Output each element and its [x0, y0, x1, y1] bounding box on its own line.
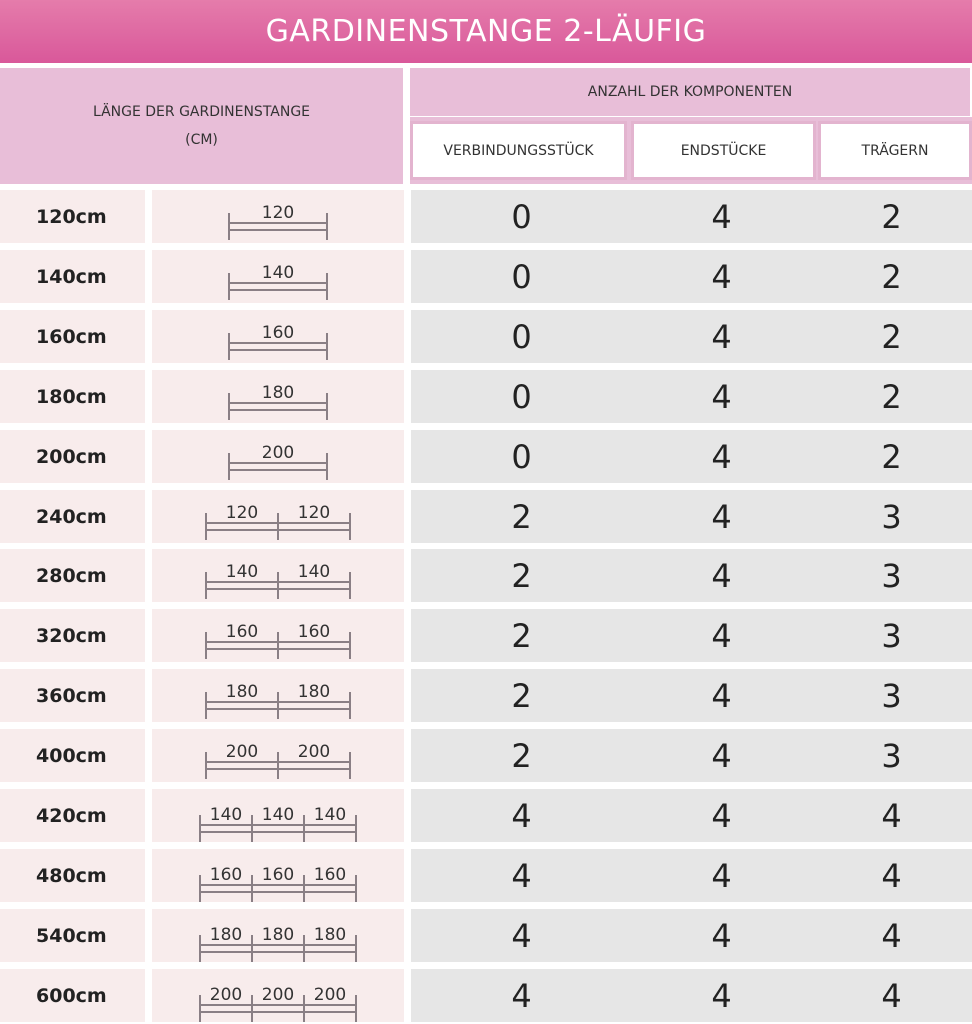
segment-length-label: 200	[297, 742, 331, 762]
row-length-label: 240cm	[0, 490, 145, 543]
rod-diagram	[152, 609, 404, 662]
row-length-label: 160cm	[0, 310, 145, 363]
row-length-label: 320cm	[0, 609, 145, 662]
segment-length-label: 140	[261, 263, 295, 283]
rod-diagram-svg	[152, 490, 404, 543]
rod-diagram-svg	[152, 549, 404, 602]
brackets-count: 3	[881, 616, 902, 655]
length-column-header	[0, 68, 403, 184]
connector-count: 2	[511, 556, 532, 595]
rod-diagram-svg	[152, 669, 404, 722]
endpieces-count: 4	[711, 257, 732, 296]
connector-count: 4	[511, 916, 532, 955]
endpieces-count: 4	[711, 616, 732, 655]
endpieces-count: 4	[711, 556, 732, 595]
table-row	[411, 969, 972, 1022]
segment-length-label: 140	[313, 805, 347, 825]
connector-count: 4	[511, 976, 532, 1015]
rod-diagram	[152, 969, 404, 1022]
row-length-label: 120cm	[0, 190, 145, 243]
row-length-label: 140cm	[0, 250, 145, 303]
rod-diagram	[152, 729, 404, 782]
endpieces-header-cell	[627, 117, 816, 184]
row-length-label: 600cm	[0, 969, 145, 1022]
table-row	[411, 490, 972, 543]
rod-diagram	[152, 190, 404, 243]
table-row	[411, 729, 972, 782]
rod-diagram-svg	[152, 370, 404, 423]
segment-length-label: 160	[261, 323, 295, 343]
row-length-label: 280cm	[0, 549, 145, 602]
segment-length-label: 140	[209, 805, 243, 825]
table-row	[411, 370, 972, 423]
brackets-count: 3	[881, 556, 902, 595]
page-title: GARDINENSTANGE 2-LÄUFIG	[0, 0, 972, 63]
rod-diagram	[152, 669, 404, 722]
table-row	[411, 190, 972, 243]
row-length-label: 200cm	[0, 430, 145, 483]
brackets-count: 4	[881, 976, 902, 1015]
segment-length-label: 180	[297, 682, 331, 702]
row-length-label: 360cm	[0, 669, 145, 722]
connector-count: 2	[511, 676, 532, 715]
table-row	[411, 250, 972, 303]
length-header-line2: (CM)	[185, 132, 218, 148]
rod-diagram	[152, 789, 404, 842]
endpieces-count: 4	[711, 497, 732, 536]
endpieces-count: 4	[711, 796, 732, 835]
segment-length-label: 200	[209, 985, 243, 1005]
connector-count: 2	[511, 616, 532, 655]
connector-count: 4	[511, 856, 532, 895]
segment-length-label: 200	[313, 985, 347, 1005]
segment-length-label: 160	[297, 622, 331, 642]
endpieces-count: 4	[711, 676, 732, 715]
table-row	[411, 849, 972, 902]
rod-diagram	[152, 490, 404, 543]
segment-length-label: 180	[261, 383, 295, 403]
rod-diagram-svg	[152, 969, 404, 1022]
endpieces-count: 4	[711, 317, 732, 356]
segment-length-label: 180	[209, 925, 243, 945]
brackets-count: 2	[881, 317, 902, 356]
connector-count: 2	[511, 736, 532, 775]
table-row	[411, 909, 972, 962]
brackets-count: 2	[881, 197, 902, 236]
segment-length-label: 120	[297, 503, 331, 523]
segment-length-label: 140	[225, 562, 259, 582]
table-row	[411, 609, 972, 662]
rod-diagram-svg	[152, 430, 404, 483]
table-row	[411, 789, 972, 842]
rod-diagram-svg	[152, 190, 404, 243]
segment-length-label: 140	[261, 805, 295, 825]
segment-length-label: 120	[261, 203, 295, 223]
components-header: ANZAHL DER KOMPONENTEN	[410, 68, 970, 116]
rod-diagram	[152, 370, 404, 423]
endpieces-count: 4	[711, 856, 732, 895]
rod-diagram	[152, 310, 404, 363]
brackets-count: 2	[881, 257, 902, 296]
row-length-label: 540cm	[0, 909, 145, 962]
segment-length-label: 160	[225, 622, 259, 642]
connector-count: 0	[511, 257, 532, 296]
endpieces-count: 4	[711, 916, 732, 955]
row-length-label: 420cm	[0, 789, 145, 842]
segment-length-label: 200	[261, 985, 295, 1005]
segment-length-label: 200	[261, 443, 295, 463]
length-header-line1: LÄNGE DER GARDINENSTANGE	[92, 104, 311, 120]
rod-diagram	[152, 849, 404, 902]
segment-length-label: 180	[225, 682, 259, 702]
brackets-count: 2	[881, 437, 902, 476]
rod-diagram-svg	[152, 609, 404, 662]
rod-diagram-svg	[152, 849, 404, 902]
endpieces-count: 4	[711, 437, 732, 476]
brackets-count: 3	[881, 497, 902, 536]
brackets-count: 3	[881, 736, 902, 775]
endpieces-count: 4	[711, 736, 732, 775]
rod-diagram-svg	[152, 729, 404, 782]
segment-length-label: 180	[261, 925, 295, 945]
rod-diagram-svg	[152, 789, 404, 842]
segment-length-label: 200	[225, 742, 259, 762]
table-row	[411, 669, 972, 722]
rod-diagram	[152, 909, 404, 962]
rod-diagram	[152, 430, 404, 483]
brackets-count: 3	[881, 676, 902, 715]
segment-length-label: 160	[313, 865, 347, 885]
connector-header: VERBINDUNGSSTÜCK	[410, 121, 627, 180]
connector-count: 0	[511, 317, 532, 356]
table-row	[411, 310, 972, 363]
connector-count: 2	[511, 497, 532, 536]
table-row	[411, 430, 972, 483]
rod-diagram	[152, 549, 404, 602]
endpieces-count: 4	[711, 377, 732, 416]
endpieces-count: 4	[711, 976, 732, 1015]
rod-diagram-svg	[152, 250, 404, 303]
segment-length-label: 180	[313, 925, 347, 945]
segment-length-label: 140	[297, 562, 331, 582]
rod-diagram-svg	[152, 909, 404, 962]
rod-diagram-svg	[152, 310, 404, 363]
rod-diagram	[152, 250, 404, 303]
connector-count: 4	[511, 796, 532, 835]
brackets-count: 2	[881, 377, 902, 416]
row-length-label: 480cm	[0, 849, 145, 902]
brackets-count: 4	[881, 916, 902, 955]
row-length-label: 180cm	[0, 370, 145, 423]
brackets-count: 4	[881, 856, 902, 895]
connector-header-cell	[410, 117, 627, 184]
endpieces-header: ENDSTÜCKE	[631, 121, 816, 180]
endpieces-count: 4	[711, 197, 732, 236]
connector-count: 0	[511, 437, 532, 476]
table-row	[411, 549, 972, 602]
segment-length-label: 120	[225, 503, 259, 523]
connector-count: 0	[511, 377, 532, 416]
connector-count: 0	[511, 197, 532, 236]
row-length-label: 400cm	[0, 729, 145, 782]
brackets-count: 4	[881, 796, 902, 835]
segment-length-label: 160	[209, 865, 243, 885]
brackets-header: TRÄGERN	[818, 121, 972, 180]
brackets-header-cell	[816, 117, 972, 184]
segment-length-label: 160	[261, 865, 295, 885]
